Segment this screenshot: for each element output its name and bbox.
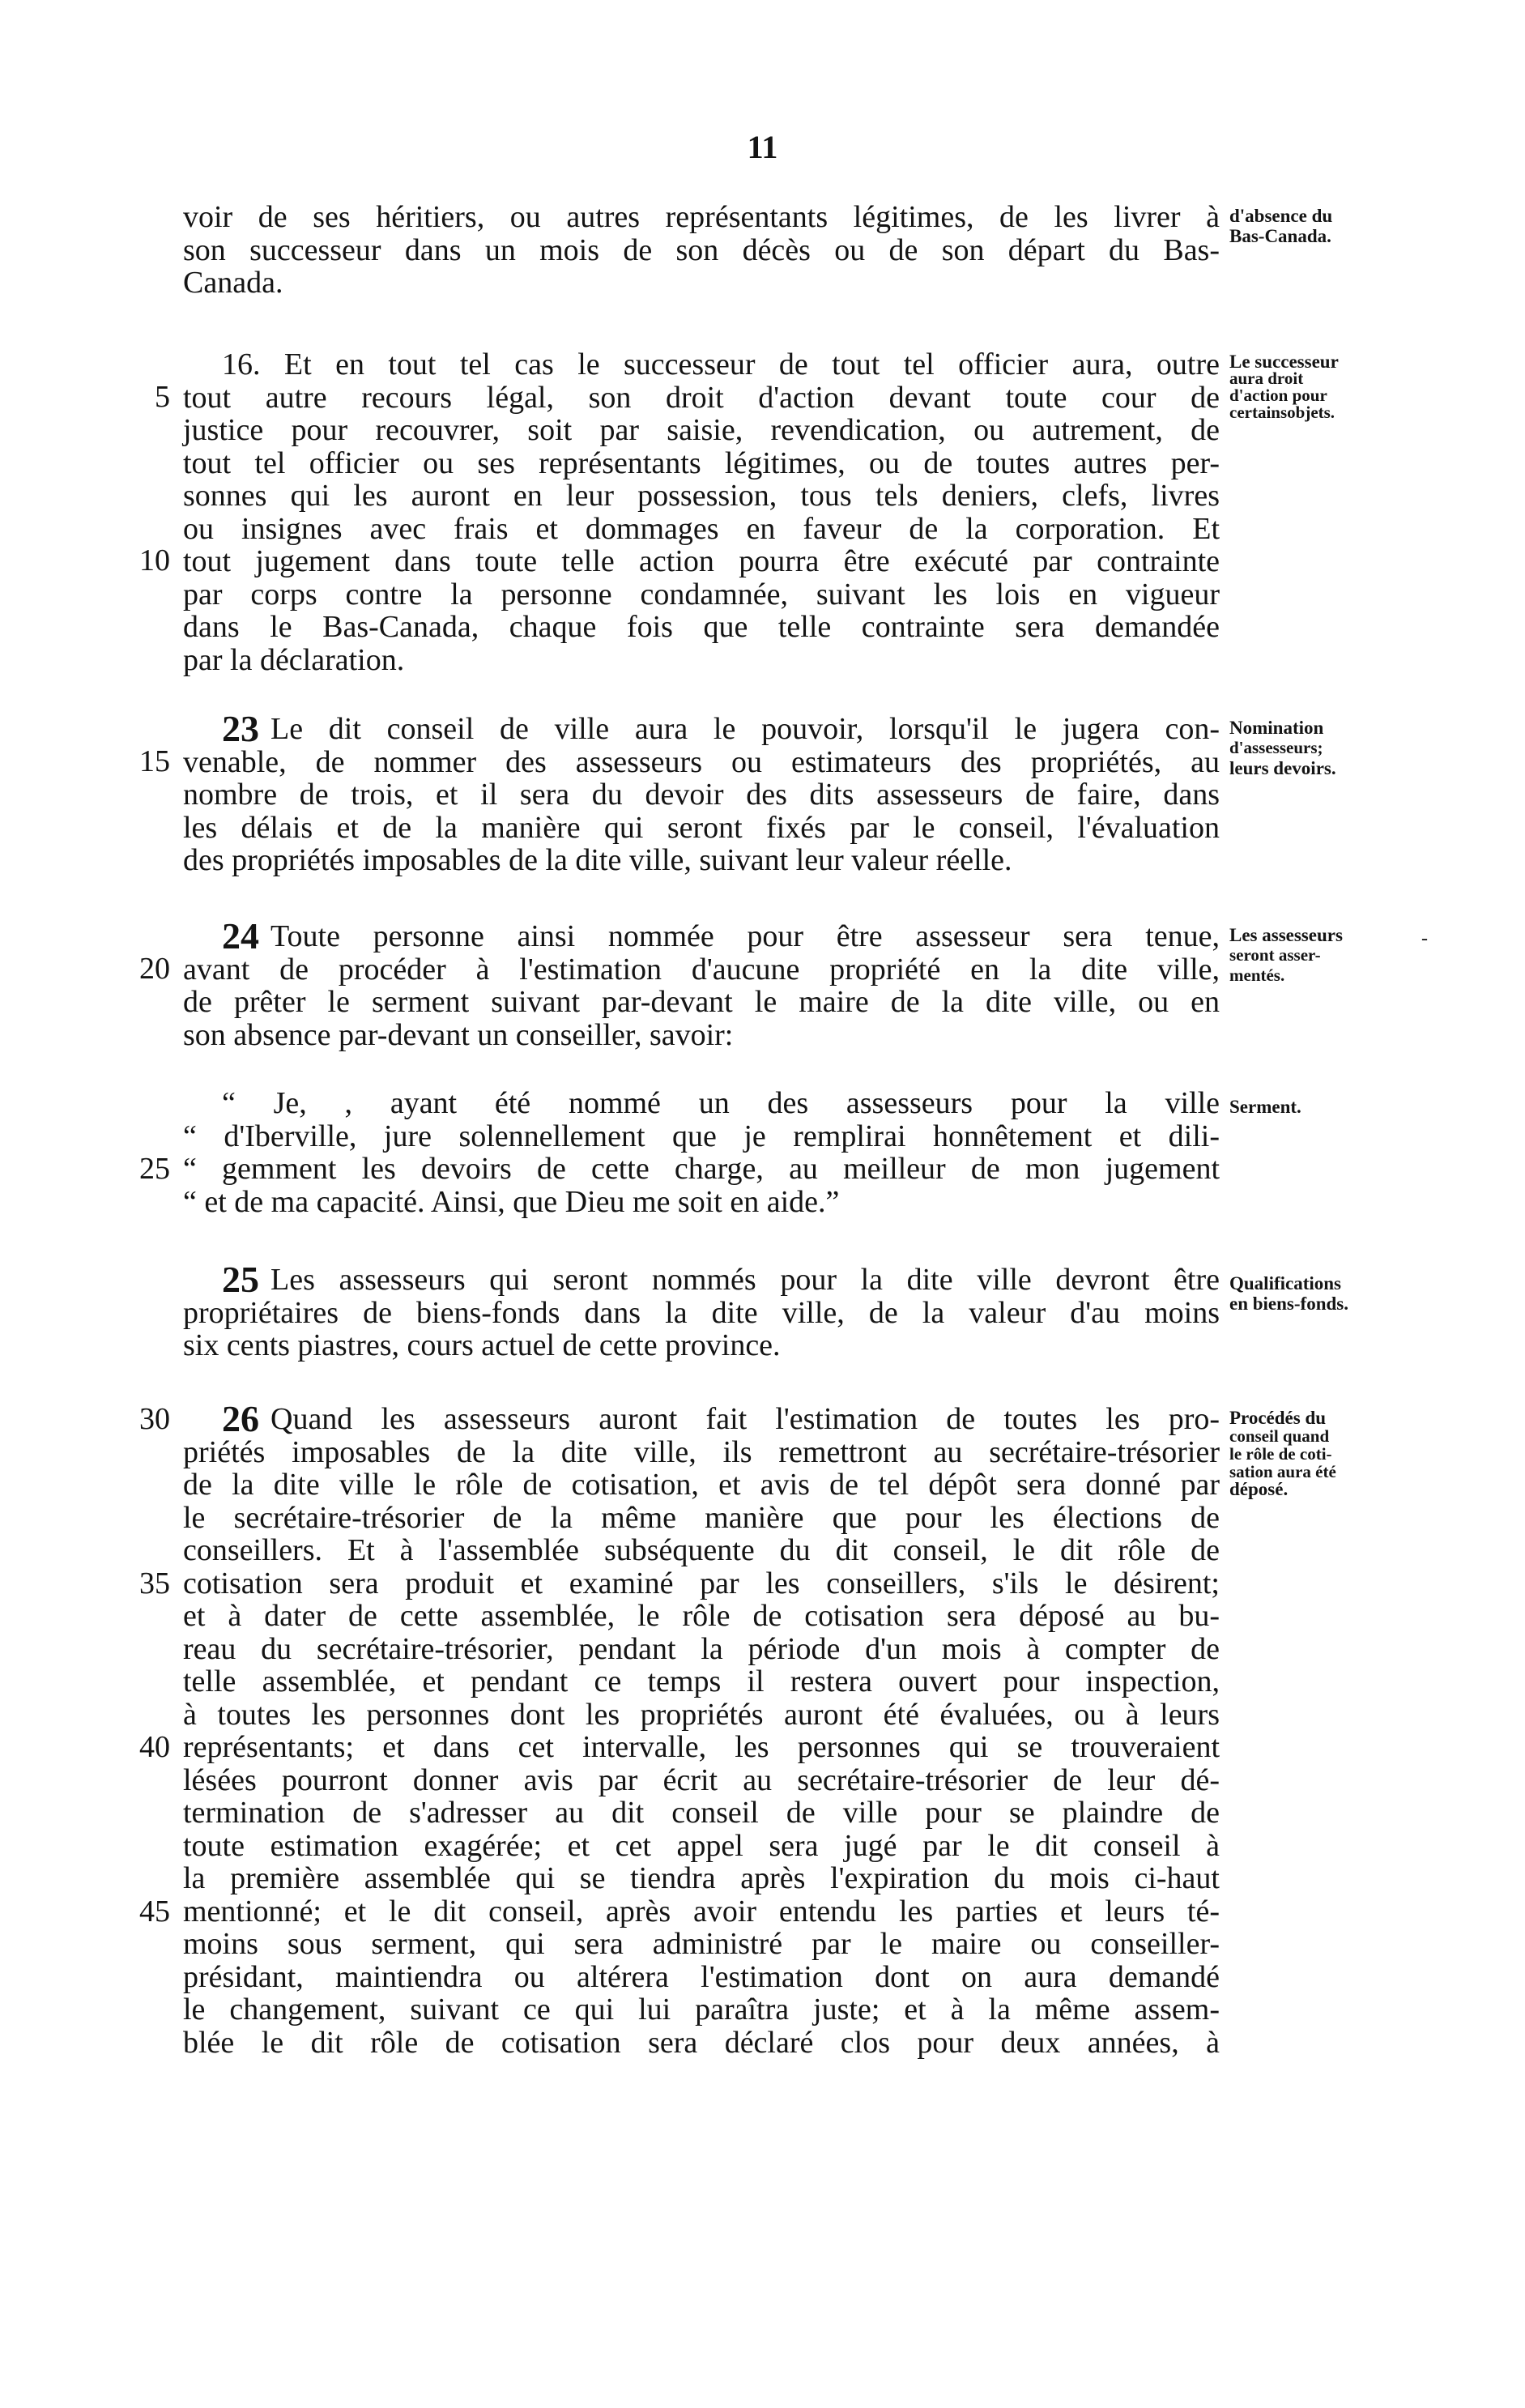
margin-note-line: seront asser- <box>1229 945 1321 965</box>
text-line: son successeur dans un mois de son décès ou de son départ du Bas- <box>183 232 1220 267</box>
text-line: blée le dit rôle de cotisation sera déclaré clos pour deux années, à <box>183 2025 1220 2060</box>
paragraph-continuation <box>183 201 1220 300</box>
text-line: le changement, suivant ce qui lui paraîtra juste; et à la même assem- <box>183 1992 1220 2027</box>
margin-note <box>1229 206 1432 246</box>
text-line: son absence par-devant un conseiller, savoir: <box>183 1017 734 1052</box>
margin-dash: - <box>1421 928 1428 949</box>
margin-note-line: Les assesseurs <box>1229 925 1343 945</box>
text-line: le secrétaire-trésorier de la même manière que pour les élections de <box>183 1500 1220 1535</box>
margin-note-line: conseil quand <box>1229 1426 1330 1446</box>
margin-note-line: certainsobjets. <box>1229 403 1335 422</box>
margin-note-line: déposé. <box>1229 1479 1289 1499</box>
text-line: nombre de trois, et il sera du devoir des dits assesseurs de faire, dans <box>183 778 1220 812</box>
margin-note-line: en biens-fonds. <box>1229 1294 1348 1314</box>
margin-note-line: Procédés du <box>1229 1408 1327 1428</box>
text-line: par corps contre la personne condamnée, suivant les lois en vigueur <box>183 577 1220 612</box>
section-number: 25 <box>222 1259 259 1300</box>
oath-quote <box>183 1087 1220 1218</box>
text-line: tout tel officier ou ses représentants légitimes, ou de toutes autres per- <box>183 445 1220 480</box>
text-line: par la déclaration. <box>183 642 405 677</box>
section-number: 26 <box>222 1398 259 1439</box>
margin-note-line: d'assesseurs; <box>1229 738 1323 757</box>
text-line: ou insignes avec frais et dommages en faveur de la corporation. Et <box>183 511 1220 546</box>
text-line-rest: Le dit conseil de ville aura le pouvoir, lorsqu'il le jugera con- <box>270 712 1220 746</box>
margin-note <box>1229 925 1432 986</box>
text-line: tout autre recours légal, son droit d'action devant toute cour de <box>183 380 1220 415</box>
margin-note-line: Qualifications <box>1229 1273 1342 1294</box>
text-line: les délais et de la manière qui seront fixés par le conseil, l'évaluation <box>183 810 1220 845</box>
text-line: justice pour recouvrer, soit par saisie, revendication, ou autrement, de <box>183 413 1220 447</box>
margin-note-line: d'action pour <box>1229 386 1327 405</box>
text-line: et à dater de cette assemblée, le rôle de cotisation sera déposé au bu- <box>183 1599 1220 1633</box>
margin-note-line: aura droit <box>1229 369 1304 388</box>
text-line: “ gemment les devoirs de cette charge, au meilleur de mon jugement <box>183 1152 1220 1186</box>
text-line: mentionné; et le dit conseil, après avoir entendu les parties et leurs té- <box>183 1894 1220 1929</box>
text-line: sonnes qui les auront en leur possession, tous tels deniers, clefs, livres <box>183 479 1220 513</box>
text-line: venable, de nommer des assesseurs ou estimateurs des propriétés, au <box>183 744 1220 779</box>
text-line: à toutes les personnes dont les propriétés auront été évaluées, ou à leurs <box>183 1697 1220 1732</box>
paragraph-section-25 <box>183 1259 1220 1362</box>
page-number: 11 <box>747 129 778 165</box>
margin-note <box>1229 718 1432 778</box>
margin-note-line: Nomination <box>1229 718 1324 738</box>
text-line: Canada. <box>183 266 283 300</box>
margin-note-line: le rôle de coti- <box>1229 1444 1332 1464</box>
text-line: reau du secrétaire-trésorier, pendant la période d'un mois à compter de <box>183 1631 1220 1666</box>
text-line: des propriétés imposables de la dite ville, suivant leur valeur réelle. <box>183 843 1012 877</box>
text-line-rest: Toute personne ainsi nommée pour être assesseur sera tenue, <box>270 919 1220 953</box>
text-line: cotisation sera produit et examiné par les conseillers, s'ils le désirent; <box>183 1566 1220 1600</box>
text-line: “ Je, , ayant été nommé un des assesseurs pour la ville <box>222 1086 1220 1120</box>
text-line: “ et de ma capacité. Ainsi, que Dieu me soit en aide.” <box>183 1184 840 1219</box>
margin-note-line: leurs devoirs. <box>1229 758 1336 778</box>
text-line: la première assemblée qui se tiendra après l'expiration du mois ci-haut <box>183 1861 1220 1895</box>
line-number: 25 <box>139 1152 170 1186</box>
section-number: 24 <box>222 915 259 957</box>
text-line: présidant, maintiendra ou altérera l'estimation dont on aura demandé <box>183 1959 1220 1994</box>
margin-note <box>1229 353 1432 421</box>
text-line: moins sous serment, qui sera administré par le maire ou conseiller- <box>183 1927 1220 1961</box>
paragraph-section-24 <box>183 915 1220 1052</box>
text-line: avant de procéder à l'estimation d'aucune propriété en la dite ville, <box>183 952 1220 987</box>
text-line-rest: Les assesseurs qui seront nommés pour la dite ville devront être <box>270 1263 1220 1297</box>
paragraph-section-26 <box>183 1398 1220 2060</box>
margin-note <box>1229 1273 1432 1314</box>
line-number: 45 <box>139 1894 170 1929</box>
margin-note-line: sation aura été <box>1229 1462 1336 1481</box>
text-line: de prêter le serment suivant par-devant le maire de la dite ville, ou en <box>183 985 1220 1019</box>
text-line: conseillers. Et à l'assemblée subséquente du dit conseil, le dit rôle de <box>183 1533 1220 1567</box>
line-number: 20 <box>139 952 170 986</box>
text-line: toute estimation exagérée; et cet appel sera jugé par le dit conseil à <box>183 1828 1220 1863</box>
text-line <box>183 1259 1220 1300</box>
line-number: 10 <box>139 543 170 577</box>
line-number: 40 <box>139 1730 170 1764</box>
paragraph-section-23 <box>183 708 1220 877</box>
text-line <box>183 1398 1220 1439</box>
margin-note-line: Le successeur <box>1229 352 1339 372</box>
text-line-rest: Quand les assesseurs auront fait l'estimation de toutes les pro- <box>270 1402 1220 1436</box>
text-line: représentants; et dans cet intervalle, les personnes qui se trouveraient <box>183 1730 1220 1764</box>
text-line: 16. Et en tout tel cas le successeur de tout tel officier aura, outre <box>222 347 1220 381</box>
text-line: telle assemblée, et pendant ce temps il restera ouvert pour inspection, <box>183 1664 1220 1698</box>
text-line: dans le Bas-Canada, chaque fois que telle contrainte sera demandée <box>183 610 1220 644</box>
line-number: 15 <box>139 744 170 778</box>
text-line <box>183 915 1220 957</box>
text-line: tout jugement dans toute telle action pourra être exécuté par contrainte <box>183 544 1220 578</box>
line-number: 5 <box>155 380 170 414</box>
paragraph-section-16 <box>183 348 1220 676</box>
margin-note <box>1229 1097 1432 1117</box>
text-line: “ d'Iberville, jure solennellement que je remplirai honnêtement et dili- <box>183 1119 1220 1153</box>
margin-note <box>1229 1409 1432 1498</box>
margin-note-line: mentés. <box>1229 965 1285 985</box>
text-line: termination de s'adresser au dit conseil de ville pour se plaindre de <box>183 1796 1220 1830</box>
line-number: 30 <box>139 1402 170 1436</box>
margin-note-line: d'absence du <box>1229 206 1333 226</box>
text-line: priétés imposables de la dite ville, ils remettront au secrétaire-trésorier <box>183 1434 1220 1469</box>
text-line <box>183 708 1220 749</box>
line-number: 35 <box>139 1566 170 1600</box>
text-line: lésées pourront donner avis par écrit au secrétaire-trésorier de leur dé- <box>183 1762 1220 1797</box>
margin-note-line: Serment. <box>1229 1097 1301 1117</box>
text-line: de la dite ville le rôle de cotisation, et avis de tel dépôt sera donné par <box>183 1468 1220 1502</box>
text-line: voir de ses héritiers, ou autres représentants légitimes, de les livrer à <box>183 200 1220 234</box>
text-line: propriétaires de biens-fonds dans la dite ville, de la valeur d'au moins <box>183 1295 1220 1330</box>
section-number: 23 <box>222 708 259 749</box>
margin-note-line: Bas-Canada. <box>1229 226 1331 246</box>
text-line: six cents piastres, cours actuel de cette province. <box>183 1328 781 1362</box>
